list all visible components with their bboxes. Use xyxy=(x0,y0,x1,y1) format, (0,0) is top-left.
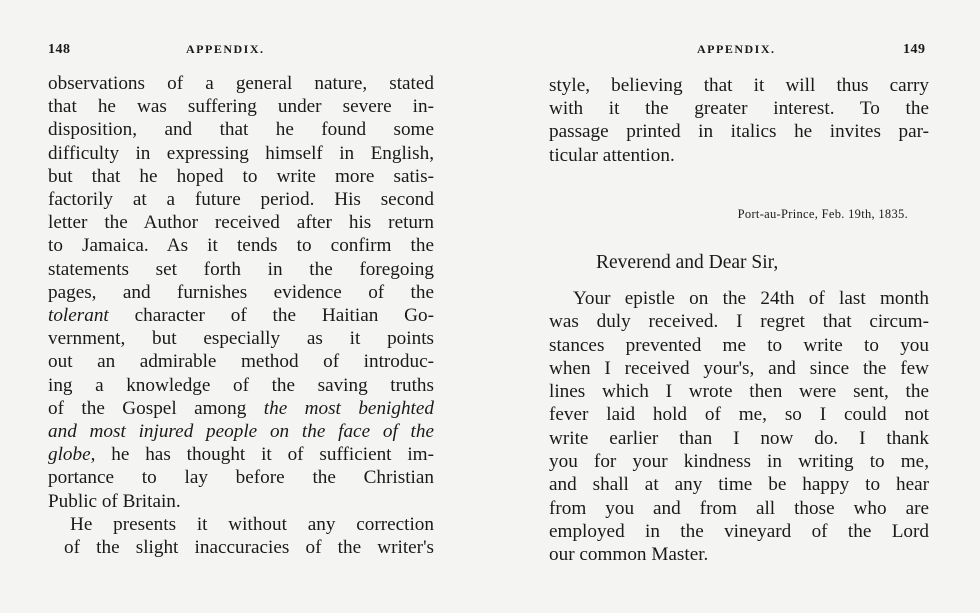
text-segment: character of the Haitian Go- xyxy=(108,305,434,327)
text-line: from you and from all those who are xyxy=(549,497,929,519)
text-line: you for your kindness in writing to me, xyxy=(549,451,929,473)
italic-text: globe xyxy=(48,444,91,466)
text-line: letter the Author received after his return xyxy=(48,212,434,234)
running-head-left: APPENDIX. xyxy=(186,42,265,56)
letter-dateline: Port-au-Prince, Feb. 19th, 1835. xyxy=(737,207,908,221)
text-line: when I received your's, and since the few xyxy=(549,357,929,379)
page-number-right: 149 xyxy=(903,42,926,57)
text-line: style, believing that it will thus carry xyxy=(549,75,929,96)
page-number-left: 148 xyxy=(48,42,71,57)
right-page xyxy=(490,0,980,613)
running-head-right: APPENDIX. xyxy=(697,42,776,56)
letter-body xyxy=(549,287,929,567)
text-segment: , he has thought it of sufficient im- xyxy=(90,444,434,466)
text-line: portance to lay before the Christian xyxy=(48,467,434,489)
text-line: Your epistle on the 24th of last month xyxy=(573,288,929,309)
italic-text: tolerant xyxy=(48,305,109,327)
text-line xyxy=(48,304,434,327)
text-line xyxy=(48,443,434,466)
text-line xyxy=(48,420,434,443)
text-line: statements set forth in the foregoing xyxy=(48,258,434,280)
text-line: vernment, but especially as it points xyxy=(48,328,434,350)
text-line: and shall at any time be happy to hear xyxy=(549,474,929,496)
text-line: employed in the vineyard of the Lord xyxy=(549,520,929,542)
text-line: factorily at a future period. His second xyxy=(48,189,434,211)
text-line: to Jamaica. As it tends to confirm the xyxy=(48,235,434,257)
text-line xyxy=(48,397,434,420)
text-line: of the slight inaccuracies of the writer's xyxy=(64,537,434,559)
text-line: observations of a general nature, stated xyxy=(48,73,434,94)
text-line: He presents it without any correction xyxy=(70,513,434,535)
text-line: passage printed in italics he invites par- xyxy=(549,121,929,143)
text-line: ing a knowledge of the saving truths xyxy=(48,374,434,396)
text-line: difficulty in expressing himself in English, xyxy=(48,142,434,164)
text-line: write earlier than I now do. I thank xyxy=(549,427,929,449)
text-line: Public of Britain. xyxy=(48,490,181,512)
text-line: pages, and furnishes evidence of the xyxy=(48,281,434,303)
right-intro-text xyxy=(549,74,929,167)
italic-text: and most injured people on the face of the xyxy=(48,421,434,443)
left-body-text xyxy=(48,72,434,559)
text-line: disposition, and that he found some xyxy=(48,119,434,141)
text-line: our common Master. xyxy=(549,544,709,566)
text-line: with it the greater interest. To the xyxy=(549,98,929,120)
text-line: stances prevented me to write to you xyxy=(549,334,929,356)
text-line: but that he hoped to write more satis- xyxy=(48,165,434,187)
text-line: fever laid hold of me, so I could not xyxy=(549,404,929,426)
text-line: ticular attention. xyxy=(549,144,675,166)
letter-salutation: Reverend and Dear Sir, xyxy=(596,252,779,273)
italic-text: the most benighted xyxy=(263,397,434,419)
text-line: was duly received. I regret that circum- xyxy=(549,311,929,333)
text-line: lines which I wrote then were sent, the xyxy=(549,381,929,403)
text-line: that he was suffering under severe in- xyxy=(48,96,434,118)
text-segment: of the Gospel among xyxy=(48,397,264,419)
text-line: out an admirable method of introduc- xyxy=(48,351,434,373)
